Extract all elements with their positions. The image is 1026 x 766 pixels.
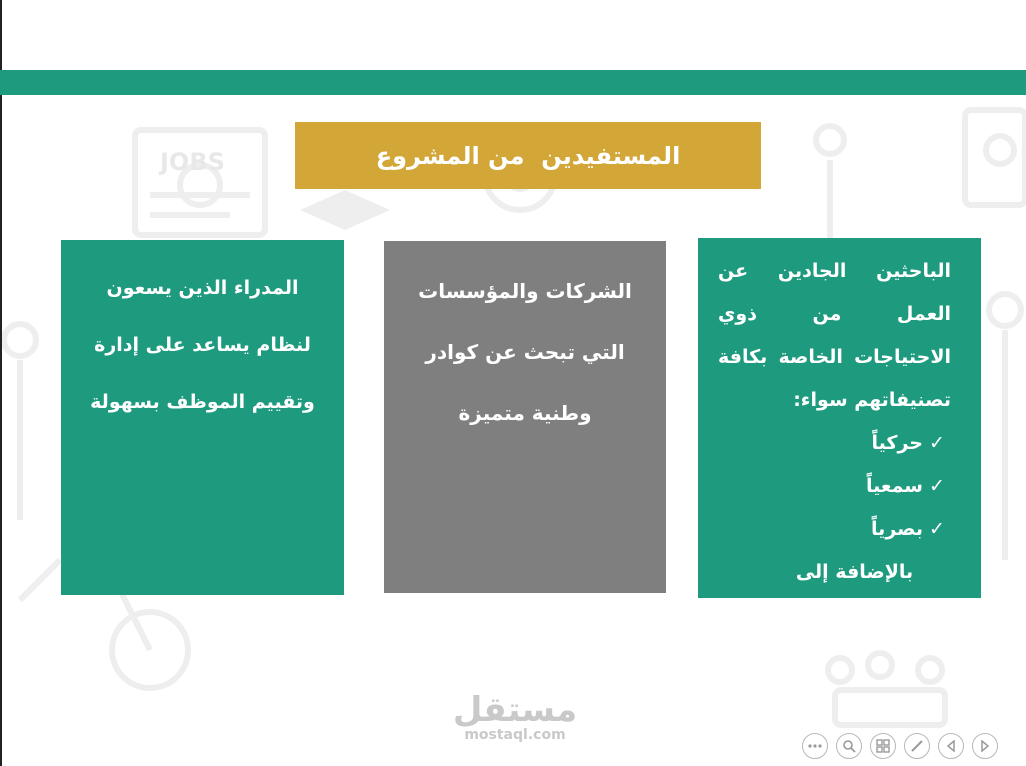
card-line: المدراء الذين يسعون: [106, 277, 299, 299]
card-line: الباحثين الجادين عن: [718, 260, 951, 282]
slide-title: المستفيدين من المشروع: [375, 141, 681, 170]
list-item-label: سمعياً: [865, 475, 923, 497]
card-line: الشركات والمؤسسات: [418, 279, 632, 303]
watermark-arabic: مستقل: [452, 690, 578, 730]
card-line: وتقييم الموظف بسهولة: [90, 391, 315, 413]
card-line: وطنية متميزة: [458, 401, 592, 425]
list-item-label: حركياً: [871, 432, 923, 454]
title-banner: [295, 122, 761, 189]
card-line: لنظام يساعد على إدارة: [94, 334, 311, 356]
card-managers: [61, 240, 344, 595]
zoom-icon[interactable]: [836, 733, 862, 759]
svg-text:JOBS: JOBS: [160, 148, 225, 176]
slides-icon[interactable]: [870, 733, 896, 759]
previous-icon[interactable]: [938, 733, 964, 759]
list-item: [718, 422, 951, 465]
list-item: [718, 508, 951, 551]
slideshow-controls: [802, 733, 998, 761]
card-line: بالإضافة إلى أسرهم.: [795, 561, 914, 626]
card-line: العمل من ذوي: [718, 303, 951, 325]
header-strip: [0, 70, 1026, 95]
card-line: الاحتياجات الخاصة بكافة: [718, 346, 951, 368]
check-icon: ✓: [929, 475, 945, 497]
card-job-seekers: [698, 238, 981, 626]
card-line: التي تبحث عن كوادر: [425, 340, 625, 364]
list-item: [718, 465, 951, 508]
list-item-label: بصرياً: [871, 518, 923, 540]
watermark-latin: mostaql.com: [464, 727, 566, 743]
next-icon[interactable]: [972, 733, 998, 759]
slide-left-border: [0, 0, 2, 766]
more-icon[interactable]: [802, 733, 828, 759]
check-icon: ✓: [929, 518, 945, 540]
check-icon: ✓: [929, 432, 945, 454]
card-companies: [384, 241, 666, 593]
card-line: تصنيفاتهم سواء:: [793, 389, 951, 411]
watermark: [450, 690, 580, 743]
pen-icon[interactable]: [904, 733, 930, 759]
